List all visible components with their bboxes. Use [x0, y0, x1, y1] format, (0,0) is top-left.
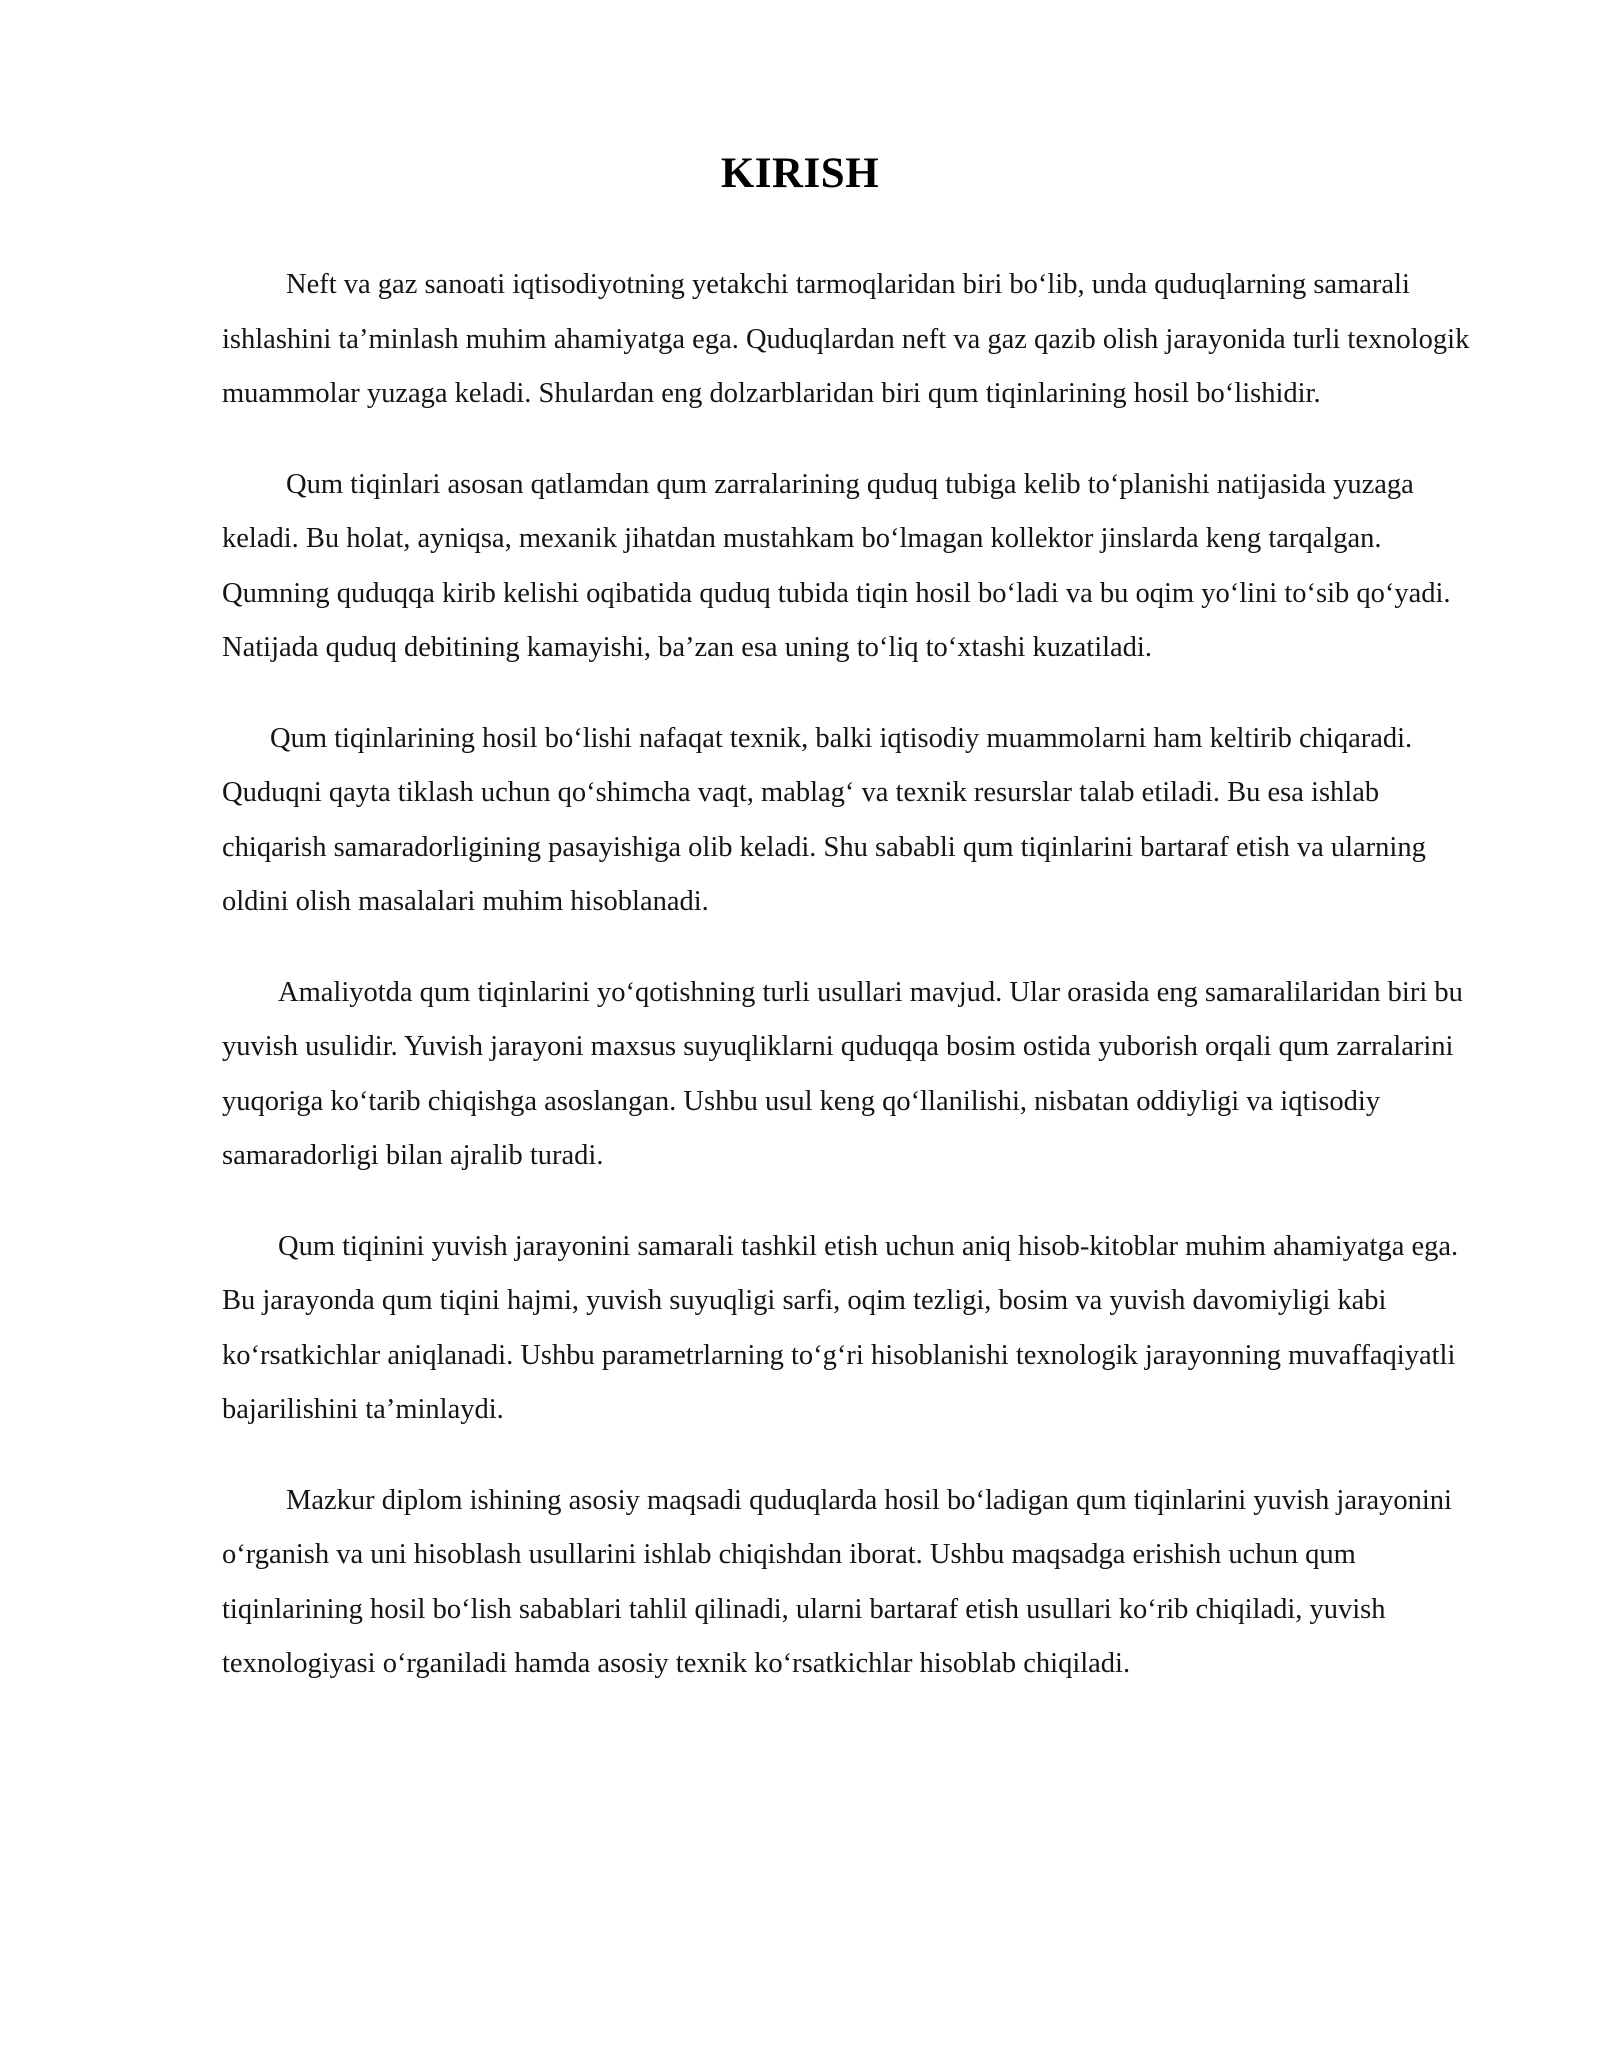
paragraph-3: Qum tiqinlarining hosil bo‘lishi nafaqat texnik, balki iqtisodiy muammolarni ham keltirib chiqaradi. Quduqni qayta tiklash uchun qo‘shimcha vaqt, mablag‘ va texnik resurslar talab etiladi. Bu esa ishlab chiqarish samaradorligining pasayishiga olib keladi. Shu sababli qum tiqinlarini bartaraf etish va ularning oldini olish masalalari muhim hisoblanadi.: [222, 722, 1426, 917]
paragraph-2: Qum tiqinlari asosan qatlamdan qum zarralarining quduq tubiga kelib to‘planishi natijasida yuzaga keladi. Bu holat, ayniqsa, mexanik jihatdan mustahkam bo‘lmagan kollektor jinslarda keng tarqalgan. Qumning quduqqa kirib kelishi oqibatida quduq tubida tiqin hosil bo‘ladi va bu oqim yo‘lini to‘sib qo‘yadi. Natijada quduq debitining kamayishi, ba’zan esa uning to‘liq to‘xtashi kuzatiladi.: [222, 468, 1451, 663]
paragraph-5: Qum tiqinini yuvish jarayonini samarali tashkil etish uchun aniq hisob-kitoblar muhim ahamiyatga ega. Bu jarayonda qum tiqini hajmi, yuvish suyuqligi sarfi, oqim tezligi, bosim va yuvish davomiyligi kabi ko‘rsatkichlar aniqlanadi. Ushbu parametrlarning to‘g‘ri hisoblanishi texnologik jarayonning muvaffaqiyatli bajarilishini ta’minlaydi.: [222, 1230, 1459, 1425]
paragraph-6: Mazkur diplom ishining asosiy maqsadi quduqlarda hosil bo‘ladigan qum tiqinlarini yuvish jarayonini o‘rganish va uni hisoblash usullarini ishlab chiqishdan iborat. Ushbu maqsadga erishish uchun qum tiqinlarining hosil bo‘lish sabablari tahlil qilinadi, ularni bartaraf etish usullari ko‘rib chiqiladi, yuvish texnologiyasi o‘rganiladi hamda asosiy texnik ko‘rsatkichlar hisoblab chiqiladi.: [222, 1484, 1452, 1679]
paragraph-4: Amaliyotda qum tiqinlarini yo‘qotishning turli usullari mavjud. Ular orasida eng samaralilaridan biri bu yuvish usulidir. Yuvish jarayoni maxsus suyuqliklarni quduqqa bosim ostida yuborish orqali qum zarralarini yuqoriga ko‘tarib chiqishga asoslangan. Ushbu usul keng qo‘llanilishi, nisbatan oddiyligi va iqtisodiy samaradorligi bilan ajralib turadi.: [222, 976, 1463, 1171]
paragraph-1: Neft va gaz sanoati iqtisodiyotning yetakchi tarmoqlaridan biri bo‘lib, unda quduqlarning samarali ishlashini ta’minlash muhim ahamiyatga ega. Quduqlardan neft va gaz qazib olish jarayonida turli texnologik muammolar yuzaga keladi. Shulardan eng dolzarblaridan biri qum tiqinlarining hosil bo‘lishidir.: [222, 269, 1470, 409]
document-body: [222, 258, 1487, 1728]
page-title: KIRISH: [720, 150, 880, 197]
